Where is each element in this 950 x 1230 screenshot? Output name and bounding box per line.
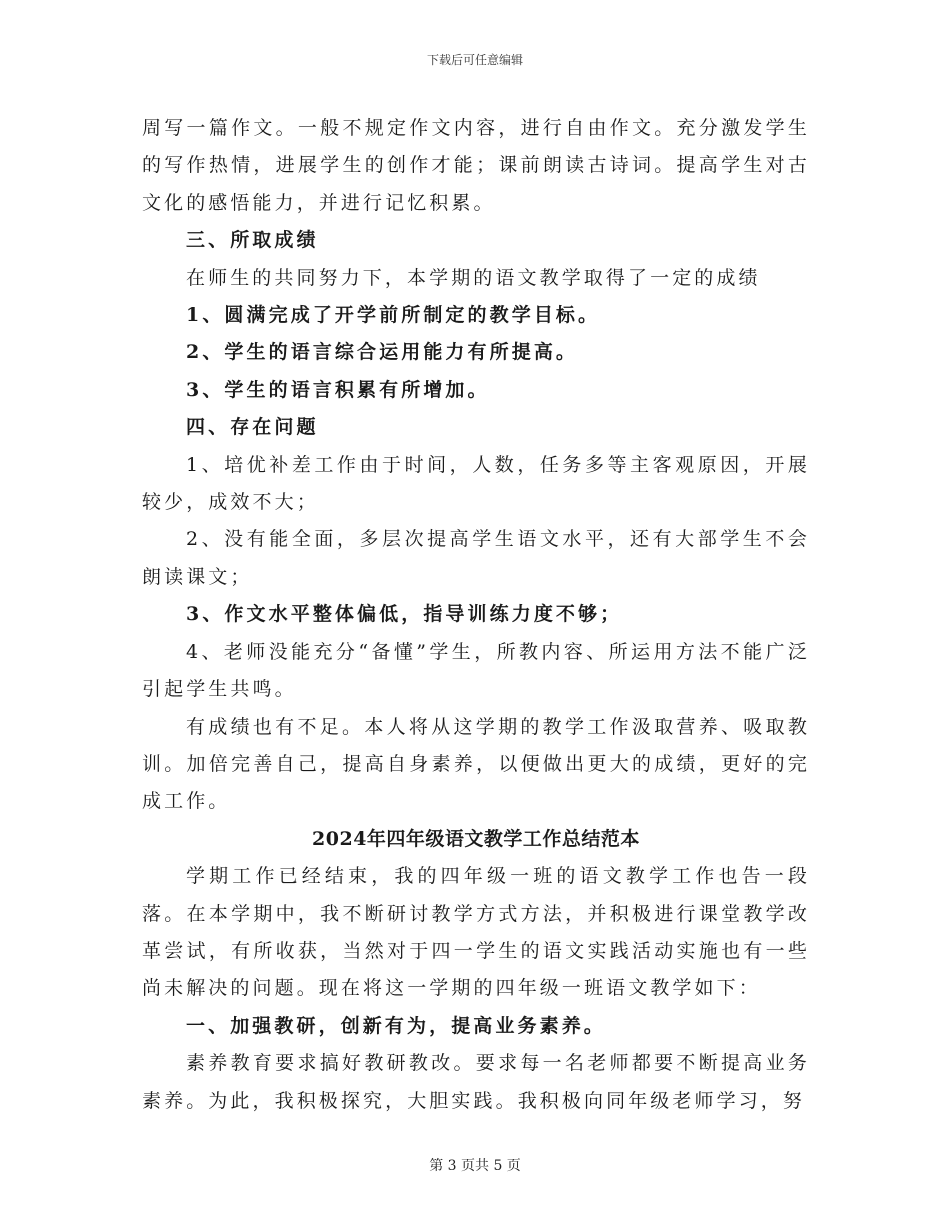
paragraph-writing-continued: 周写一篇作文。一般不规定作文内容，进行自由作文。充分激发学生的写作热情，进展学生的创作才能；课前朗读古诗词。提高学生对古文化的感悟能力，并进行记忆积累。	[142, 117, 810, 214]
achievement-item-3: 3、学生的语言积累有所增加。	[186, 378, 490, 401]
problem-item-1: 1、培优补差工作由于时间，人数，任务多等主客观原因，开展较少，成效不大；	[142, 453, 810, 514]
problem-item-2: 2、没有能全面，多层次提高学生语文水平，还有大部学生不会朗读课文；	[142, 528, 810, 588]
problem-item-3: 3、作文水平整体偏低，指导训练力度不够；	[186, 603, 623, 626]
paragraph-intro: 学期工作已经结束，我的四年级一班的语文教学工作也告一段落。在本学期中，我不断研讨教学方式方法，并积极进行课堂教学改革尝试，有所收获，当然对于四一学生的语文实践活动实施也有一些尚未解决的问题。现在将这一学期的四年级一班语文教学如下：	[142, 865, 810, 1000]
achievement-item-2: 2、学生的语言综合运用能力有所提高。	[186, 341, 579, 364]
document-body	[142, 110, 810, 1120]
section-heading-research: 一、加强教研，创新有为，提高业务素养。	[186, 1014, 606, 1037]
paragraph-achievements-intro: 在师生的共同努力下，本学期的语文教学取得了一定的成绩	[186, 266, 761, 289]
paragraph-research: 素养教育要求搞好教研教改。要求每一名老师都要不断提高业务素养。为此，我积极探究，大胆实践。我积极向同年级老师学习，努	[142, 1052, 810, 1112]
paragraph-conclusion: 有成绩也有不足。本人将从这学期的教学工作汲取营养、吸取教训。加倍完善自己，提高自身素养，以便做出更大的成绩，更好的完成工作。	[142, 715, 810, 813]
section-heading-problems: 四、存在问题	[186, 416, 319, 439]
page-number: 第 3 页共 5 页	[429, 1158, 521, 1174]
achievement-item-1: 1、圆满完成了开学前所制定的教学目标。	[186, 304, 601, 327]
section-heading-achievements: 三、所取成绩	[186, 229, 319, 252]
problem-item-4: 4、老师没能充分“备懂”学生，所教内容、所运用方法不能广泛引起学生共鸣。	[142, 640, 810, 701]
page-header: 下载后可任意编辑	[426, 53, 523, 67]
document-title: 2024年四年级语文教学工作总结范本	[312, 827, 640, 850]
